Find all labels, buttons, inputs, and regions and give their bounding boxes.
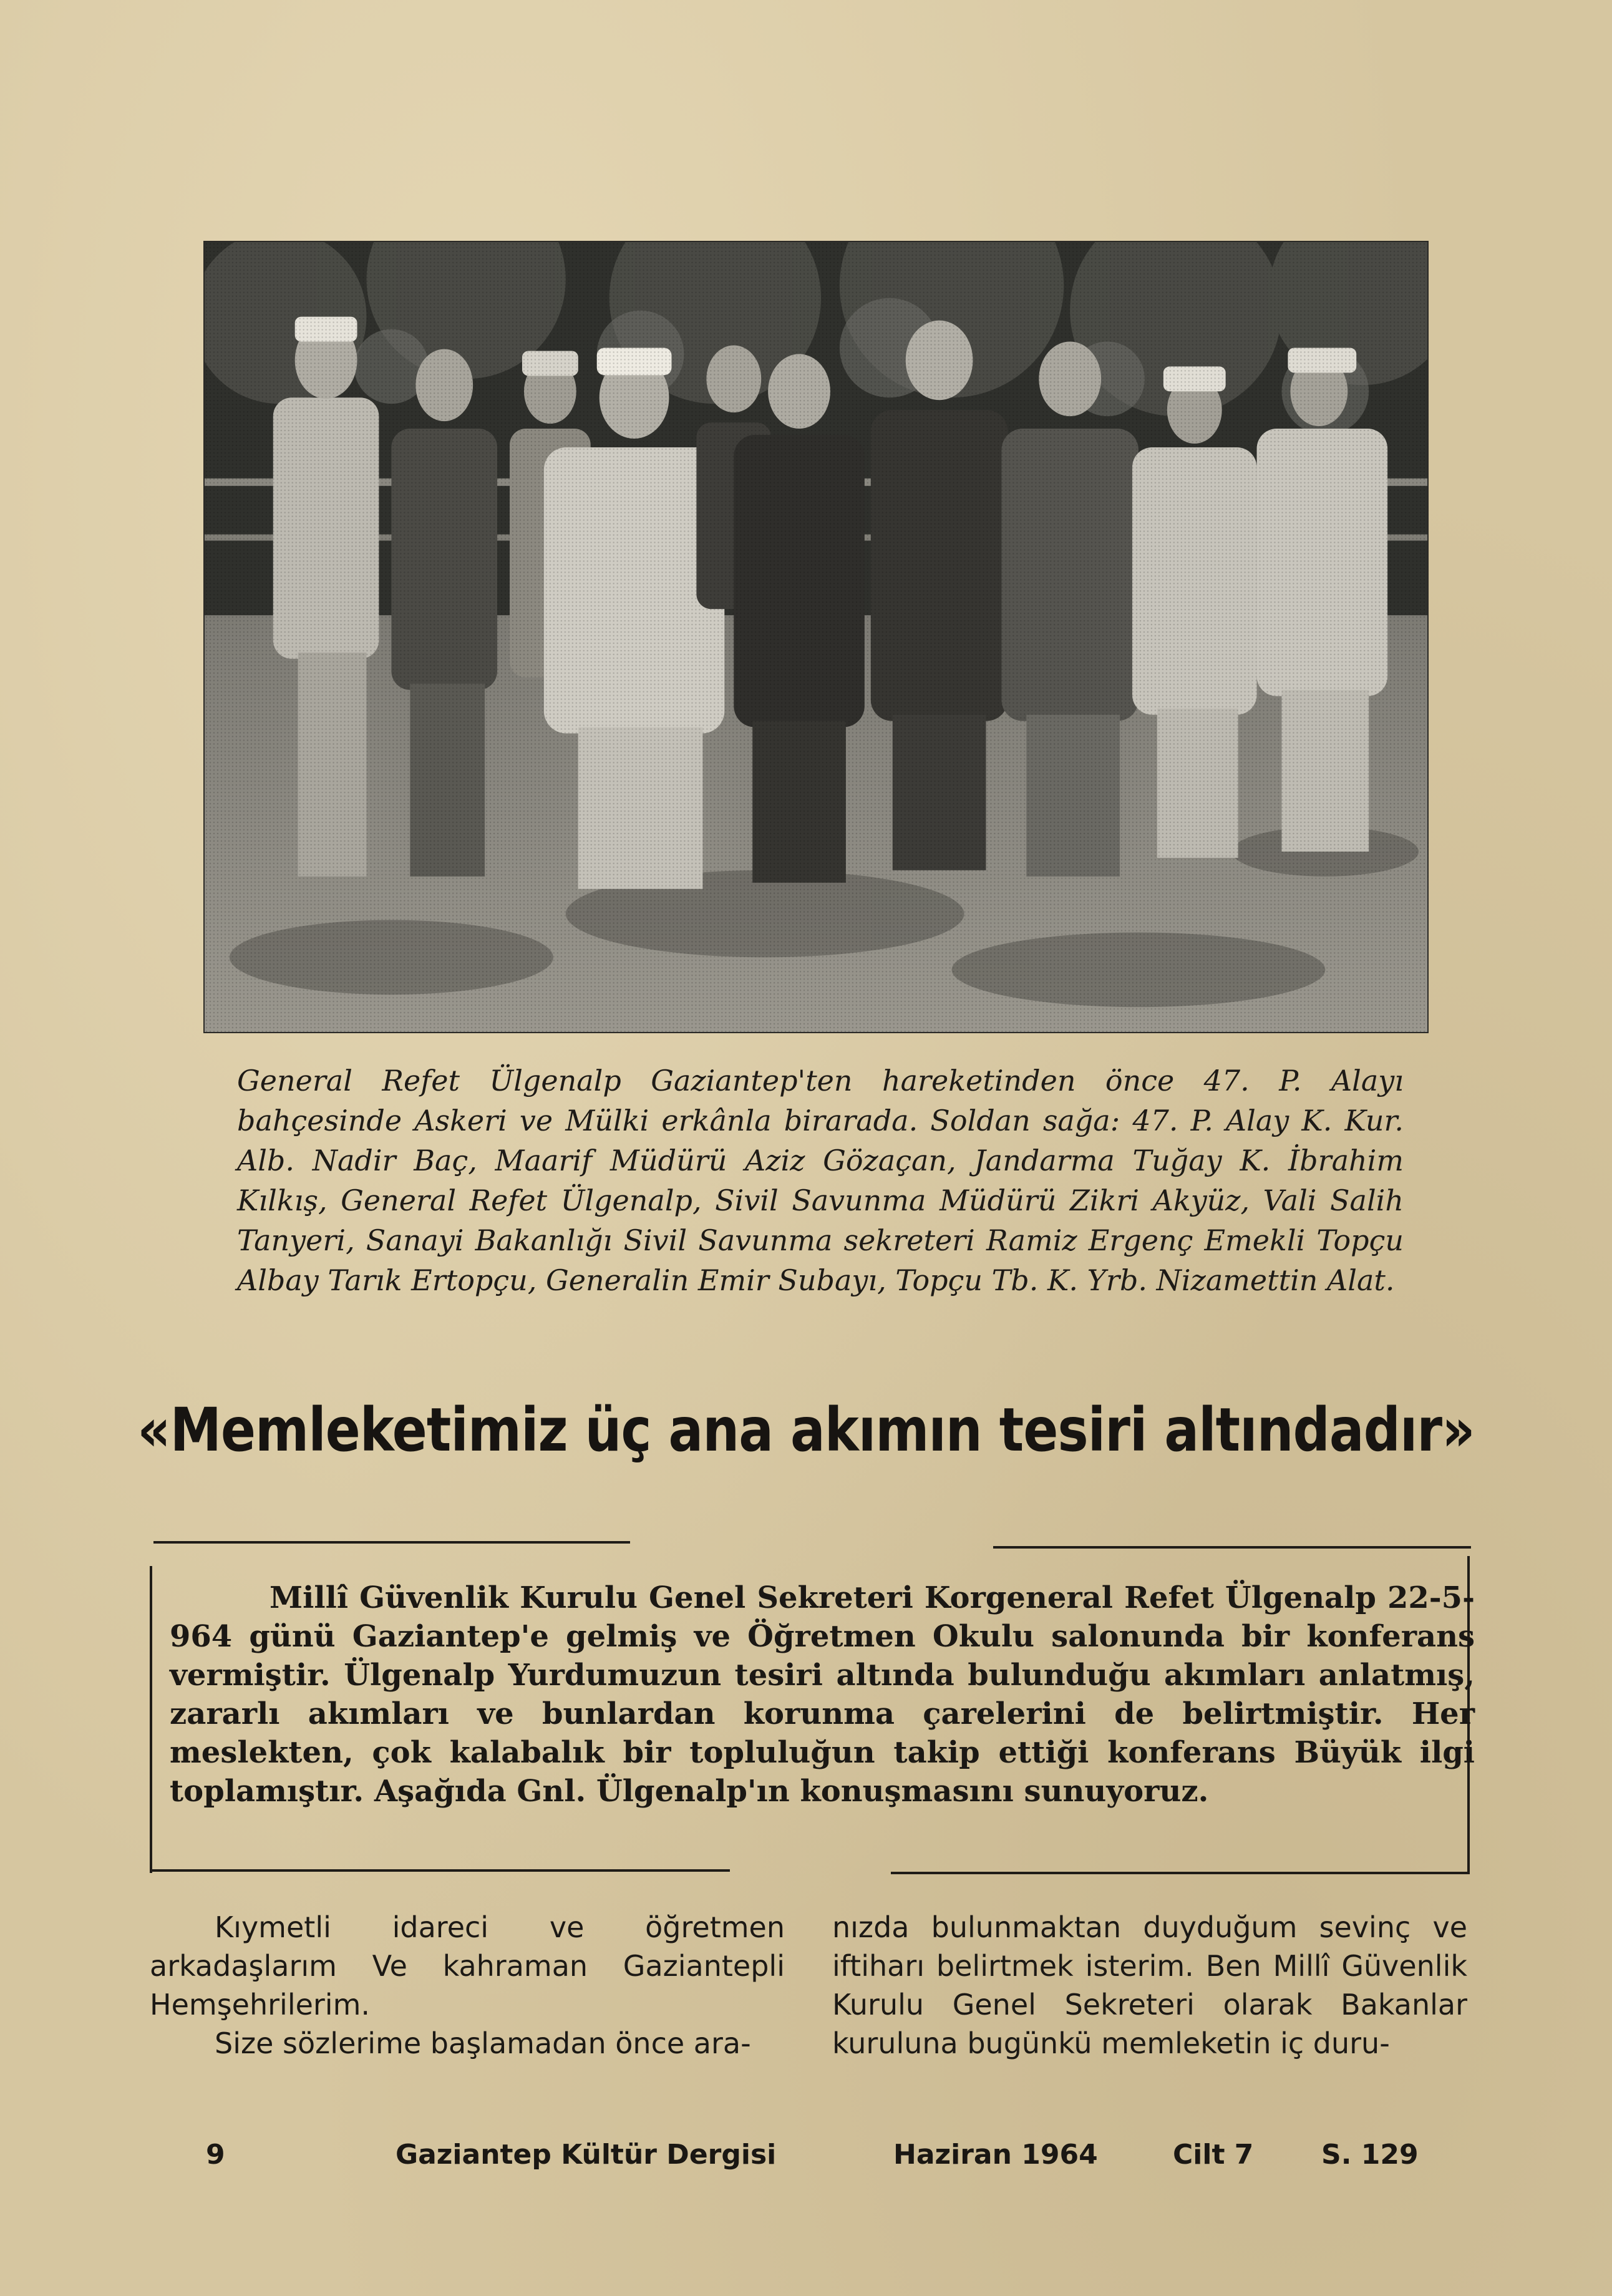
- body-column-left: [150, 1908, 785, 2063]
- footer-journal: Gaziantep Kültür Dergisi: [396, 2139, 777, 2171]
- group-photograph: [203, 241, 1429, 1033]
- intro-left-rule: [150, 1566, 152, 1873]
- intro-top-rule-left: [153, 1541, 630, 1544]
- intro-bottom-rule-left: [150, 1869, 730, 1872]
- footer-page-number: 9: [206, 2139, 225, 2171]
- article-intro: [170, 1578, 1475, 1811]
- footer-volume: Cilt 7: [1173, 2139, 1254, 2171]
- intro-bottom-rule-right: [891, 1872, 1470, 1874]
- body-paragraph: Kıymetli idareci ve öğretmen arkadaşlarım Ve kahraman Gaziantepli Hemşehrilerim.: [150, 1910, 785, 2021]
- body-column-right: [832, 1908, 1467, 2063]
- photo-caption: General Refet Ülgenalp Gaziantep'ten hareketinden önce 47. P. Alayı bahçesinde Askeri ve Mülki erkânla birarada. Soldan sağa: 47. P. Alay K. Kur. Alb. Nadir Baç, Maarif Müdürü Aziz Gözaçan, Jandarma Tuğay K. İbrahim Kılkış, General Refet Ülgenalp, Sivil Savunma Müdürü Zikri Akyüz, Vali Salih Tanyeri, Sanayi Bakanlığı Sivil Savunma sekreteri Ramiz Ergenç Emekli Topçu Albay Tarık Ertopçu, Generalin Emir Subayı, Topçu Tb. K. Yrb. Nizamettin Alat.: [237, 1064, 1404, 1297]
- article-title: «Memleketimiz üç ana akımın tesiri altındadır»: [137, 1395, 1475, 1465]
- footer-date: Haziran 1964: [893, 2139, 1098, 2171]
- footer-issue: S. 129: [1321, 2139, 1419, 2171]
- intro-text: Millî Güvenlik Kurulu Genel Sekreteri Korgeneral Refet Ülgenalp 22-5-964 günü Gaziantep'e gelmiş ve Öğretmen Okulu salonunda bir konferans vermiştir. Ülgenalp Yurdumuzun tesiri altında bulunduğu akımları anlatmış, zararlı akımları ve bunlardan korunma çarelerini de belirtmiştir. Her meslekten, çok kalabalık bir topluluğun takip ettiği konferans Büyük ilgi toplamıştır. Aşağıda Gnl. Ülgenalp'ın konuşmasını sunuyoruz.: [170, 1580, 1475, 1809]
- body-paragraph: nızda bulunmaktan duyduğum sevinç ve iftiharı belirtmek isterim. Ben Millî Güvenlik Kurulu Genel Sekreteri olarak Bakanlar kuruluna bugünkü memleketin iç duru-: [832, 1910, 1467, 2060]
- photo-image: [205, 242, 1427, 1032]
- intro-top-rule-right: [993, 1546, 1471, 1549]
- body-paragraph: Size sözlerime başlamadan önce ara-: [215, 2026, 751, 2060]
